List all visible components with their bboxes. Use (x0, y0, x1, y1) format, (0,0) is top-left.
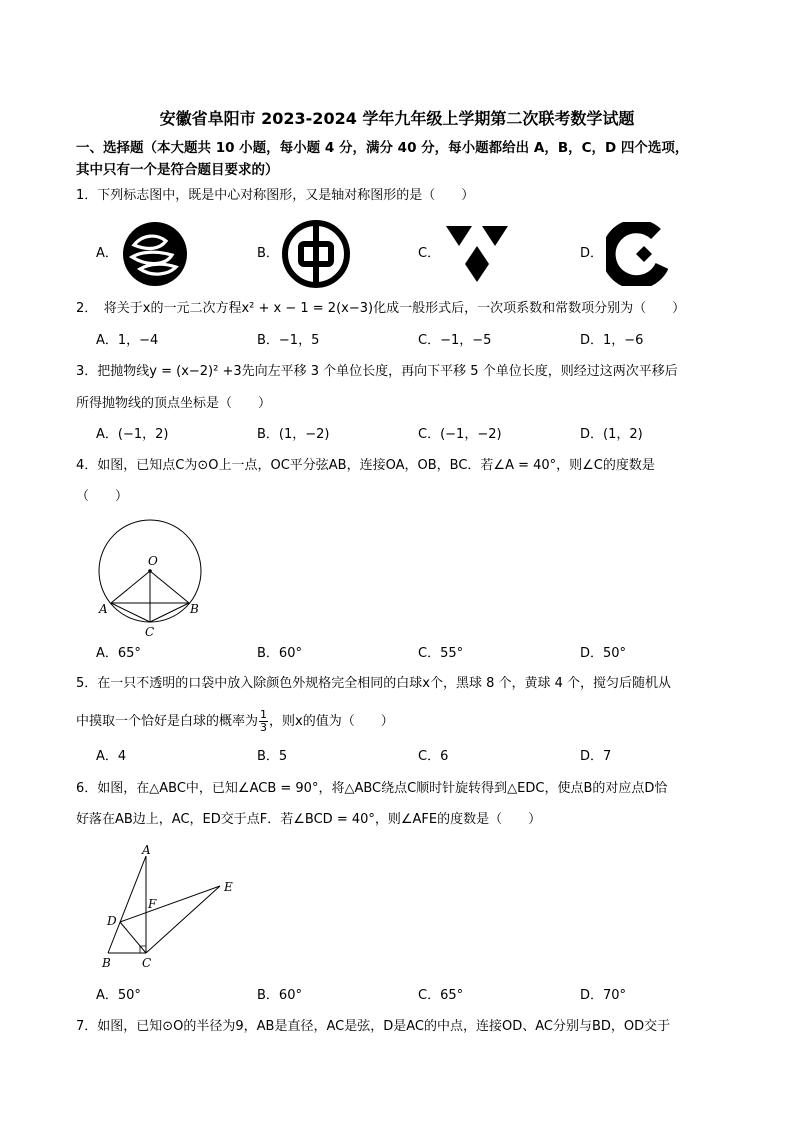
q5-text-line1: 5．在一只不透明的口袋中放入除颜色外规格完全相同的白球x个，黑球 8 个，黄球 4 个，搅匀后随机从 (76, 676, 672, 691)
q3-option-a: A．(−1，2) (96, 427, 169, 442)
q3-option-b: B．(1，−2) (257, 427, 330, 442)
label-c: C (145, 625, 155, 639)
section-heading-line1: 一、选择题（本大题共 10 小题，每小题 4 分，满分 40 分，每小题都给出 A，B，C，D 四个选项， (76, 140, 689, 156)
page-title: 安徽省阜阳市 2023-2024 学年九年级上学期第二次联考数学试题 (159, 109, 635, 128)
q2-option-a: A．1，−4 (96, 333, 159, 348)
q3-text-line2: 所得抛物线的顶点坐标是（ ） (76, 396, 272, 411)
china-mobile-logo-icon (122, 221, 188, 287)
q2-text: 2． 将关于x的一元二次方程x² + x − 1 = 2(x−3)化成一般形式后，一次项系数和常数项分别为（ ） (76, 301, 686, 316)
label-c: C (142, 956, 152, 970)
label-a: A (142, 843, 151, 857)
q7-text: 7．如图，已知⊙O的半径为9，AB是直径，AC是弦，D是AC的中点，连接OD、AC分别与BD，OD交于 (76, 1019, 671, 1034)
q2-option-b: B．−1，5 (257, 333, 320, 348)
label-a: A (99, 602, 108, 616)
q4-option-b: B．60° (257, 646, 302, 661)
q4-option-a: A．65° (96, 646, 141, 661)
q6-option-a: A．50° (96, 988, 141, 1003)
q5-fraction-numerator: 1 (260, 708, 268, 721)
q4-text-line1: 4．如图，已知点C为⊙O上一点，OC平分弦AB，连接OA，OB，BC．若∠A = 40°，则∠C的度数是 (76, 458, 655, 473)
q1-option-d: D． (580, 246, 604, 261)
q6-option-d: D．70° (580, 988, 627, 1003)
q1-option-c: C． (418, 246, 441, 261)
q5-fraction-denominator: 3 (260, 721, 268, 734)
q5-option-d: D．7 (580, 749, 612, 764)
q6-text-line1: 6．如图，在△ABC中，已知∠ACB = 90°，将△ABC绕点C顺时针旋转得到△EDC，使点B的对应点D恰 (76, 781, 668, 796)
q5-option-a: A．4 (96, 749, 127, 764)
q6-option-b: B．60° (257, 988, 302, 1003)
q5-text-suffix: ，则x的值为（ ） (269, 714, 394, 729)
q4-circle-figure (90, 515, 210, 643)
q3-text-line1: 3．把抛物线y = (x−2)² +3先向左平移 3 个单位长度，再向下平移 5 个单位长度，则经过这两次平移后 (76, 364, 678, 379)
label-f: F (148, 897, 157, 911)
q6-option-c: C．65° (418, 988, 464, 1003)
q2-option-c: C．−1，−5 (418, 333, 492, 348)
q2-option-d: D．1，−6 (580, 333, 644, 348)
label-b: B (102, 956, 111, 970)
q1-text: 1．下列标志图中，既是中心对称图形，又是轴对称图形的是（ ） (76, 188, 475, 203)
label-o: O (148, 554, 158, 568)
label-e: E (224, 880, 233, 894)
q5-text-prefix: 中摸取一个恰好是白球的概率为 (76, 714, 259, 729)
q5-option-c: C．6 (418, 749, 449, 764)
q1-option-a: A． (96, 246, 118, 261)
q6-triangle-figure (98, 840, 243, 972)
section-heading-line2: 其中只有一个是符合题目要求的） (76, 162, 279, 178)
q6-text-line2: 好落在AB边上，AC，ED交于点F．若∠BCD = 40°，则∠AFE的度数是（ ） (76, 812, 542, 827)
ccb-logo-icon (606, 222, 668, 286)
q4-option-d: D．50° (580, 646, 627, 661)
q3-option-c: C．(−1，−2) (418, 427, 502, 442)
bank-of-china-logo-icon (282, 220, 350, 288)
triangle-logo-icon (444, 224, 510, 284)
q5-option-b: B．5 (257, 749, 288, 764)
q4-option-c: C．55° (418, 646, 464, 661)
q5-fraction (259, 709, 268, 734)
q3-option-d: D．(1，2) (580, 427, 643, 442)
q1-option-b: B． (257, 246, 279, 261)
label-b: B (190, 602, 199, 616)
q4-text-line2: （ ） (76, 489, 129, 504)
q5-text-line2 (76, 709, 394, 734)
label-d: D (107, 914, 117, 928)
